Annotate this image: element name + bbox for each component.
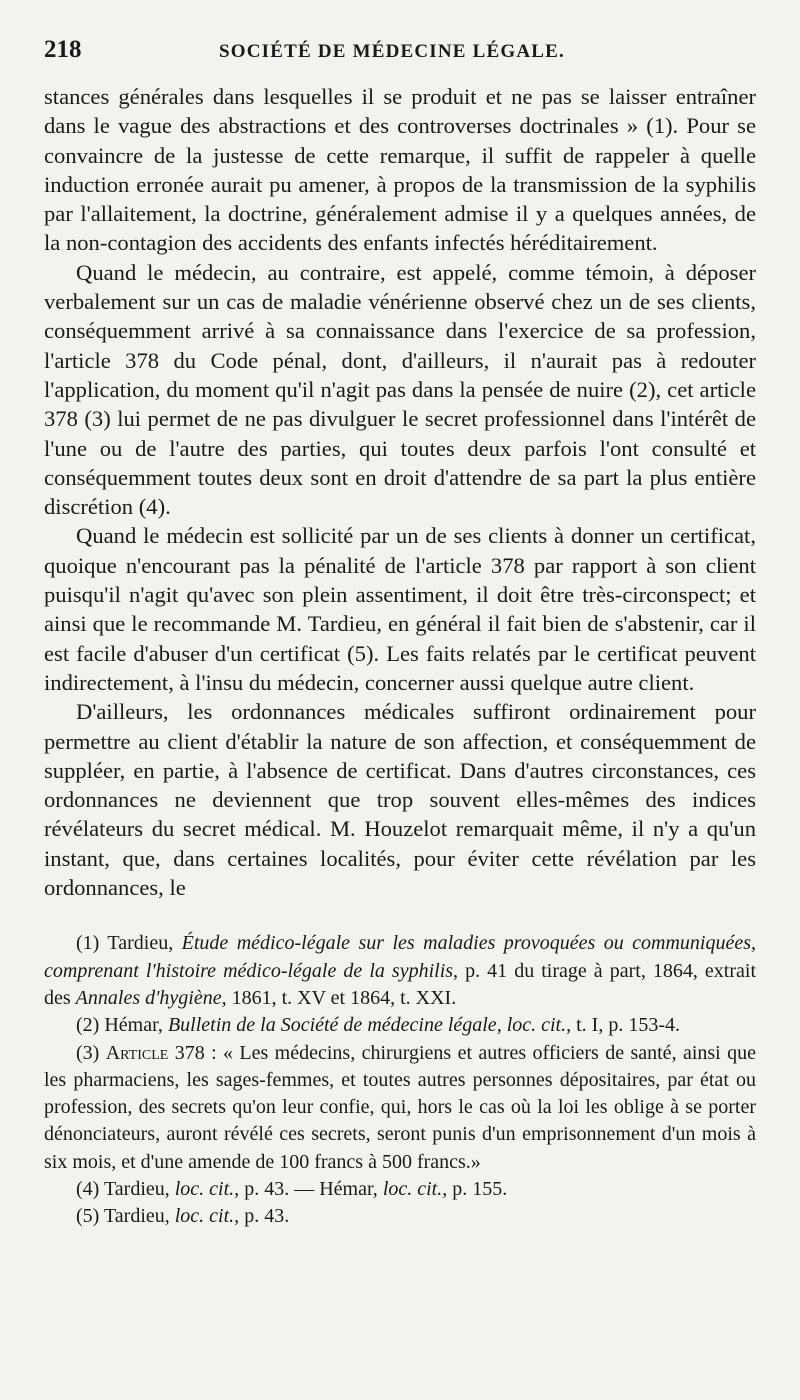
footnote-4-text: p. 43. — Hémar,: [239, 1177, 383, 1200]
page-header: [44, 36, 756, 76]
footnote-1-text: p. 41 du tirage à part, 1864, extrait des: [44, 959, 757, 1009]
body-text: [44, 82, 756, 902]
footnote-3-label: Article 378: [105, 1041, 205, 1064]
footnote-3-marker: (3): [76, 1041, 106, 1064]
footnote-4-text-end: p. 155.: [447, 1177, 508, 1200]
paragraph-1: stances générales dans lesquelles il se produit et ne pas se laisser entraîner dans le vague des abstractions et des controverses doctrinales » (1). Pour se convaincre de la justesse de cette remarque, il suffit de rappeler à quelle induction erronée aurait pu amener, à propos de la transmission de la syphilis par l'allaitement, la doctrine, généralement admise il y a quelques années, de la non-contagion des accidents des enfants infectés héréditairement.: [44, 84, 756, 256]
paragraph-2: Quand le médecin, au contraire, est appelé, comme témoin, à déposer verbalement sur un cas de maladie vénérienne observé chez un de ses clients, conséquemment arrivé à sa connaissance dans l'exercice de sa profession, l'article 378 du Code pénal, dont, d'ailleurs, il n'aurait pas à redouter l'application, du moment qu'il n'agit pas dans la pensée de nuire (2), cet article 378 (3) lui permet de ne pas divulguer le secret professionnel dans l'intérêt de l'une ou de l'autre des parties, qui toutes deux parfois l'ont consulté et conséquemment toutes deux sont en droit d'attendre de sa part la plus entière discrétion (4).: [44, 259, 756, 520]
footnote-4-citation-1: loc. cit.,: [174, 1177, 240, 1200]
footnote-4-marker: (4) Tardieu,: [76, 1177, 175, 1200]
footnote-2-text: t. I, p. 153-4.: [571, 1014, 681, 1037]
running-title: SOCIÉTÉ DE MÉDECINE LÉGALE.: [219, 41, 565, 62]
footnote-2: [44, 1012, 756, 1039]
paragraph-4: D'ailleurs, les ordonnances médicales suffiront ordinairement pour permettre au client d'établir la nature de son affection, et conséquemment de suppléer, en partie, à l'absence de certificat. Dans d'autres circonstances, ces ordonnances ne deviennent que trop souvent elles-mêmes des indices révélateurs du secret médical. M. Houzelot remarquait même, il n'y a qu'un instant, que, dans certaines localités, pour éviter cette révélation par les ordonnances, le: [44, 699, 756, 901]
page-number: 218: [44, 36, 82, 63]
footnote-5-citation: loc. cit.,: [174, 1205, 240, 1228]
footnote-1-text-end: 1861, t. XV et 1864, t. XXI.: [226, 986, 457, 1009]
footnote-3: [44, 1040, 756, 1176]
footnote-3-text: : « Les médecins, chirurgiens et autres officiers de santé, ainsi que les pharmaciens, les sages-femmes, et toutes autres personnes dépositaires, par état ou profession, des secrets qu'on leur confie, qui, hors le cas où la loi les oblige à se porter dénonciateurs, auront révélé ces secrets, seront punis d'un emprisonnement d'un mois à six mois, et d'une amende de 100 francs à 500 francs.»: [44, 1041, 756, 1173]
footnote-5: [44, 1203, 756, 1230]
footnote-4-citation-2: loc. cit.,: [382, 1177, 448, 1200]
footnote-1-title: Étude médico-légale sur les maladies provoquées ou communiquées, comprenant l'histoire médico-légale de la syphilis,: [44, 932, 756, 982]
footnote-5-text: p. 43.: [239, 1205, 290, 1228]
footnote-1-marker: (1) Tardieu,: [76, 932, 182, 955]
footnote-5-marker: (5) Tardieu,: [76, 1205, 175, 1228]
footnote-2-marker: (2) Hémar,: [76, 1014, 168, 1037]
footnote-4: [44, 1176, 756, 1203]
footnote-1: [44, 930, 756, 1012]
footnote-2-citation: loc. cit.,: [501, 1014, 572, 1037]
footnote-1-journal: Annales d'hygiène,: [75, 986, 227, 1009]
paragraph-3: Quand le médecin est sollicité par un de ses clients à donner un certificat, quoique n'encourant pas la pénalité de l'article 378 par rapport à son client puisqu'il n'agit qu'avec son plein assentiment, il doit être très-circonspect; et ainsi que le recommande M. Tardieu, en général il fait bien de s'abstenir, car il est facile d'abuser d'un certificat (5). Les faits relatés par le certificat peuvent indirectement, à l'insu du médecin, concerner aussi quelque autre client.: [44, 523, 756, 695]
footnote-2-title: Bulletin de la Société de médecine légale,: [167, 1014, 502, 1037]
footnotes: [44, 930, 756, 1230]
